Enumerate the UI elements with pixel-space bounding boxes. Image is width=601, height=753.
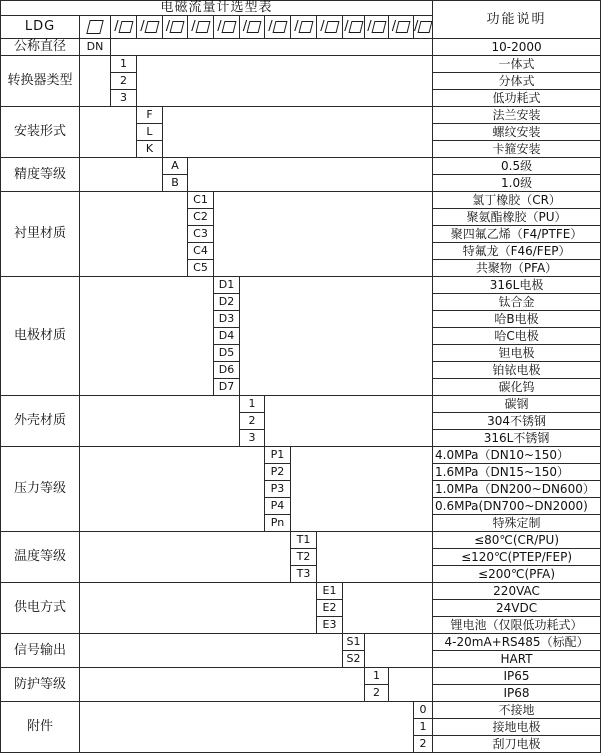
function-cell: 锂电池（仅限低功耗式） (433, 617, 601, 634)
blank-box-icon (221, 21, 236, 33)
function-cell: 碳钢 (433, 396, 601, 413)
slot-slash: / (268, 19, 273, 35)
spacer-cell-left (80, 277, 214, 396)
spacer-cell-right (188, 158, 433, 192)
category-cell: 供电方式 (1, 583, 80, 634)
blank-box-icon (247, 21, 262, 33)
code-cell: S1 (343, 634, 365, 651)
code-cell: D1 (214, 277, 240, 294)
code-cell: B (163, 175, 188, 192)
code-cell: D2 (214, 294, 240, 311)
function-cell: 24VDC (433, 600, 601, 617)
code-cell: DN (80, 39, 111, 56)
model-slot-cell (317, 16, 343, 39)
spacer-cell-left (80, 532, 291, 583)
spacer-cell-right (343, 583, 433, 634)
function-cell: 哈C电极 (433, 328, 601, 345)
code-cell: P1 (265, 447, 291, 464)
model-prefix: LDG (1, 16, 80, 39)
dn-code-slot (80, 16, 111, 39)
spacer-cell-left (80, 56, 111, 107)
code-cell: 3 (111, 90, 137, 107)
code-cell: 2 (414, 736, 433, 753)
model-slot-cell (291, 16, 317, 39)
function-cell: 螺纹安装 (433, 124, 601, 141)
spacer-cell-left (80, 634, 343, 668)
page-title: 电磁流量计选型表 (1, 1, 433, 16)
category-cell: 衬里材质 (1, 192, 80, 277)
model-slot-cell (163, 16, 188, 39)
code-cell: 1 (414, 719, 433, 736)
function-cell: 316L不锈钢 (433, 430, 601, 447)
function-cell: 聚四氟乙烯（F4/PTFE） (433, 226, 601, 243)
header-row (1, 1, 601, 16)
function-cell: 不接地 (433, 702, 601, 719)
spacer-cell-left (80, 158, 163, 192)
function-cell: 220VAC (433, 583, 601, 600)
code-cell: D6 (214, 362, 240, 379)
function-cell: 4-20mA+RS485（标配） (433, 634, 601, 651)
slot-slash: / (320, 19, 325, 35)
slot-slash: / (114, 19, 119, 35)
code-cell: F (137, 107, 163, 124)
blank-box-icon (371, 21, 386, 33)
blank-box-icon (324, 21, 339, 33)
spacer-cell-right (389, 668, 433, 702)
function-cell: 1.0MPa（DN200~DN600） (433, 481, 601, 498)
code-cell: 0 (414, 702, 433, 719)
function-cell: 卡箍安装 (433, 141, 601, 158)
function-cell: 0.6MPa(DN700~DN2000) (433, 498, 601, 515)
spacer-cell-right (214, 192, 433, 277)
function-cell: 共聚物（PFA） (433, 260, 601, 277)
blank-box-icon (118, 21, 133, 33)
function-cell: 4.0MPa（DN10~150） (433, 447, 601, 464)
model-slot-cell (365, 16, 389, 39)
function-cell: 钽电极 (433, 345, 601, 362)
function-cell: 铂铱电极 (433, 362, 601, 379)
slot-slash: / (344, 19, 349, 35)
spacer-cell-left (80, 192, 188, 277)
option-row (1, 583, 601, 600)
spacer-cell-left (80, 107, 137, 158)
function-cell: ≤80℃(CR/PU) (433, 532, 601, 549)
code-cell: 2 (365, 685, 389, 702)
code-cell: E1 (317, 583, 343, 600)
option-row (1, 192, 601, 209)
spacer-cell-left (80, 702, 414, 753)
code-cell: P2 (265, 464, 291, 481)
blank-box-icon (195, 21, 210, 33)
spacer-cell-right (111, 39, 433, 56)
spacer-cell-left (80, 668, 365, 702)
code-cell: S2 (343, 651, 365, 668)
blank-box-icon (144, 21, 159, 33)
category-cell: 公称直径 (1, 39, 80, 56)
function-cell: 接地电极 (433, 719, 601, 736)
function-cell: 特殊定制 (433, 515, 601, 532)
model-slot-cell (343, 16, 365, 39)
code-cell: Pn (265, 515, 291, 532)
category-cell: 外壳材质 (1, 396, 80, 447)
code-cell: T3 (291, 566, 317, 583)
function-cell: 哈B电极 (433, 311, 601, 328)
slot-slash: / (191, 19, 196, 35)
function-cell: 钛合金 (433, 294, 601, 311)
code-cell: 3 (240, 430, 265, 447)
code-cell: A (163, 158, 188, 175)
function-cell: 10-2000 (433, 39, 601, 56)
blank-box-icon (272, 21, 287, 33)
function-cell: HART (433, 651, 601, 668)
function-cell: 316L电极 (433, 277, 601, 294)
function-cell: 氯丁橡胶（CR） (433, 192, 601, 209)
blank-box-icon (418, 21, 433, 33)
code-cell: L (137, 124, 163, 141)
option-row (1, 702, 601, 719)
category-cell: 附件 (1, 702, 80, 753)
code-cell: C1 (188, 192, 214, 209)
option-row (1, 158, 601, 175)
slot-slash: / (391, 19, 397, 35)
code-cell: C2 (188, 209, 214, 226)
spacer-cell-right (291, 447, 433, 532)
category-cell: 精度等级 (1, 158, 80, 192)
option-row (1, 532, 601, 549)
category-cell: 转换器类型 (1, 56, 80, 107)
model-slot-cell (137, 16, 163, 39)
option-row (1, 277, 601, 294)
spacer-cell-right (365, 634, 433, 668)
function-cell: 低功耗式 (433, 90, 601, 107)
function-cell: 法兰安装 (433, 107, 601, 124)
code-cell: 2 (111, 73, 137, 90)
option-row (1, 634, 601, 651)
spacer-cell-right (317, 532, 433, 583)
model-slot-cell (188, 16, 214, 39)
code-cell: C4 (188, 243, 214, 260)
slot-slash: / (367, 19, 372, 35)
function-cell: 0.5级 (433, 158, 601, 175)
model-slot-cell (414, 16, 433, 39)
slot-slash: / (294, 19, 299, 35)
function-cell: ≤200℃(PFA) (433, 566, 601, 583)
model-slot-cell (214, 16, 240, 39)
blank-box-icon (348, 21, 363, 33)
category-cell: 信号输出 (1, 634, 80, 668)
spacer-cell-left (80, 396, 240, 447)
function-cell: 304不锈钢 (433, 413, 601, 430)
category-cell: 安装形式 (1, 107, 80, 158)
category-cell: 防护等级 (1, 668, 80, 702)
function-cell: 一体式 (433, 56, 601, 73)
function-cell: 碳化钨 (433, 379, 601, 396)
code-cell: D7 (214, 379, 240, 396)
option-row (1, 56, 601, 73)
function-cell: 聚氨酯橡胶（PU） (433, 209, 601, 226)
spacer-cell-right (240, 277, 433, 396)
option-row (1, 39, 601, 56)
code-cell: C5 (188, 260, 214, 277)
blank-box-icon (170, 21, 185, 33)
code-cell: D4 (214, 328, 240, 345)
slot-slash: / (414, 19, 419, 35)
code-cell: E2 (317, 600, 343, 617)
blank-box-icon (86, 20, 103, 34)
code-cell: D5 (214, 345, 240, 362)
code-cell: 1 (365, 668, 389, 685)
model-slot-cell (389, 16, 414, 39)
spacer-cell-right (163, 107, 433, 158)
code-cell: T2 (291, 549, 317, 566)
slot-slash: / (165, 19, 171, 35)
slot-slash: / (242, 19, 248, 35)
model-slot-cell (265, 16, 291, 39)
option-row (1, 447, 601, 464)
code-cell: 2 (240, 413, 265, 430)
code-cell: P3 (265, 481, 291, 498)
option-row (1, 107, 601, 124)
code-cell: P4 (265, 498, 291, 515)
blank-box-icon (396, 21, 411, 33)
function-cell: 刮刀电极 (433, 736, 601, 753)
code-cell: C3 (188, 226, 214, 243)
code-cell: D3 (214, 311, 240, 328)
code-cell: T1 (291, 532, 317, 549)
option-row (1, 668, 601, 685)
function-cell: 特氟龙（F46/FEP） (433, 243, 601, 260)
spacer-cell-right (265, 396, 433, 447)
slot-slash: / (140, 19, 145, 35)
category-cell: 温度等级 (1, 532, 80, 583)
function-cell: IP68 (433, 685, 601, 702)
code-cell: 1 (111, 56, 137, 73)
function-cell: IP65 (433, 668, 601, 685)
code-cell: K (137, 141, 163, 158)
spacer-cell-left (80, 583, 317, 634)
function-cell: 分体式 (433, 73, 601, 90)
function-cell: 1.6MPa（DN15~150） (433, 464, 601, 481)
function-cell: ≤120℃(PTEP/FEP) (433, 549, 601, 566)
code-cell: E3 (317, 617, 343, 634)
function-column-header: 功能说明 (433, 1, 601, 39)
blank-box-icon (298, 21, 313, 33)
model-slot-cell (240, 16, 265, 39)
category-cell: 电极材质 (1, 277, 80, 396)
slot-slash: / (217, 19, 222, 35)
function-cell: 1.0级 (433, 175, 601, 192)
spacer-cell-left (80, 447, 265, 532)
code-cell: 1 (240, 396, 265, 413)
category-cell: 压力等级 (1, 447, 80, 532)
option-row (1, 396, 601, 413)
spacer-cell-right (137, 56, 433, 107)
model-slot-cell (111, 16, 137, 39)
